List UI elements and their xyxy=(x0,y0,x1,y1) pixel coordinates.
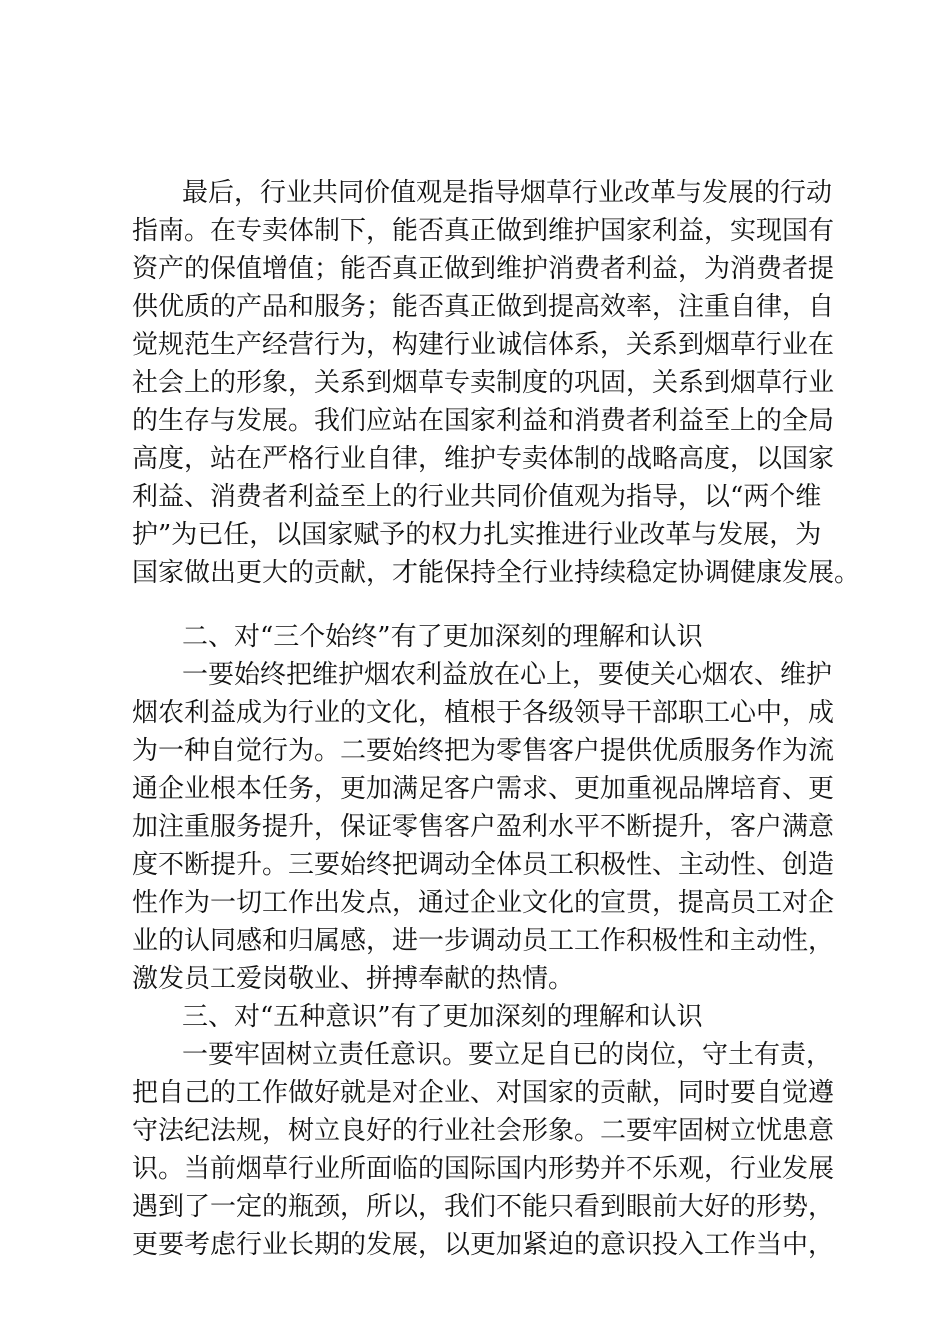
paragraph-line: 一要牢固树立责任意识。要立足自已的岗位，守土有责， xyxy=(182,1040,833,1070)
paragraph-line: 遇到了一定的瓶颈，所以，我们不能只看到眼前大好的形势， xyxy=(132,1192,835,1222)
paragraph-line: 性作为一切工作出发点，通过企业文化的宣贯，提高员工对企 xyxy=(132,888,835,918)
paragraph-line: 社会上的形象，关系到烟草专卖制度的巩固，关系到烟草行业 xyxy=(132,368,835,398)
section-heading: 二、对“三个始终”有了更加深刻的理解和认识 xyxy=(182,622,703,652)
paragraph-line: 度不断提升。三要始终把调动全体员工积极性、主动性、创造 xyxy=(132,850,835,880)
section-heading: 三、对“五种意识”有了更加深刻的理解和认识 xyxy=(182,1002,703,1032)
paragraph-line: 加注重服务提升，保证零售客户盈利水平不断提升，客户满意 xyxy=(132,812,835,842)
paragraph-line: 觉规范生产经营行为，构建行业诚信体系，关系到烟草行业在 xyxy=(132,330,835,360)
paragraph-line: 利益、消费者利益至上的行业共同价值观为指导，以“两个维 xyxy=(132,482,822,512)
paragraph-line: 一要始终把维护烟农利益放在心上，要使关心烟农、维护 xyxy=(182,660,833,690)
paragraph-line: 把自己的工作做好就是对企业、对国家的贡献，同时要自觉遵 xyxy=(132,1078,835,1108)
paragraph-line: 国家做出更大的贡献，才能保持全行业持续稳定协调健康发展。 xyxy=(132,558,861,588)
paragraph-line: 为一种自觉行为。二要始终把为零售客户提供优质服务作为流 xyxy=(132,736,835,766)
paragraph-line: 最后，行业共同价值观是指导烟草行业改革与发展的行动 xyxy=(182,178,833,208)
paragraph-line: 指南。在专卖体制下，能否真正做到维护国家利益，实现国有 xyxy=(132,216,835,246)
paragraph-line: 的生存与发展。我们应站在国家利益和消费者利益至上的全局 xyxy=(132,406,835,436)
paragraph-line: 激发员工爱岗敬业、拼搏奉献的热情。 xyxy=(132,964,575,994)
paragraph-line: 护”为已任，以国家赋予的权力扎实推进行业改革与发展，为 xyxy=(132,520,822,550)
paragraph-line: 业的认同感和归属感，进一步调动员工工作积极性和主动性， xyxy=(132,926,835,956)
paragraph-line: 供优质的产品和服务；能否真正做到提高效率，注重自律，自 xyxy=(132,292,835,322)
paragraph-line: 识。当前烟草行业所面临的国际国内形势并不乐观，行业发展 xyxy=(132,1154,835,1184)
paragraph-line: 通企业根本任务，更加满足客户需求、更加重视品牌培育、更 xyxy=(132,774,835,804)
paragraph-line: 烟农利益成为行业的文化，植根于各级领导干部职工心中，成 xyxy=(132,698,835,728)
paragraph-line: 守法纪法规，树立良好的行业社会形象。二要牢固树立忧患意 xyxy=(132,1116,835,1146)
paragraph-line: 高度，站在严格行业自律，维护专卖体制的战略高度，以国家 xyxy=(132,444,835,474)
paragraph-line: 资产的保值增值；能否真正做到维护消费者利益，为消费者提 xyxy=(132,254,835,284)
paragraph-line: 更要考虑行业长期的发展，以更加紧迫的意识投入工作当中， xyxy=(132,1230,835,1260)
